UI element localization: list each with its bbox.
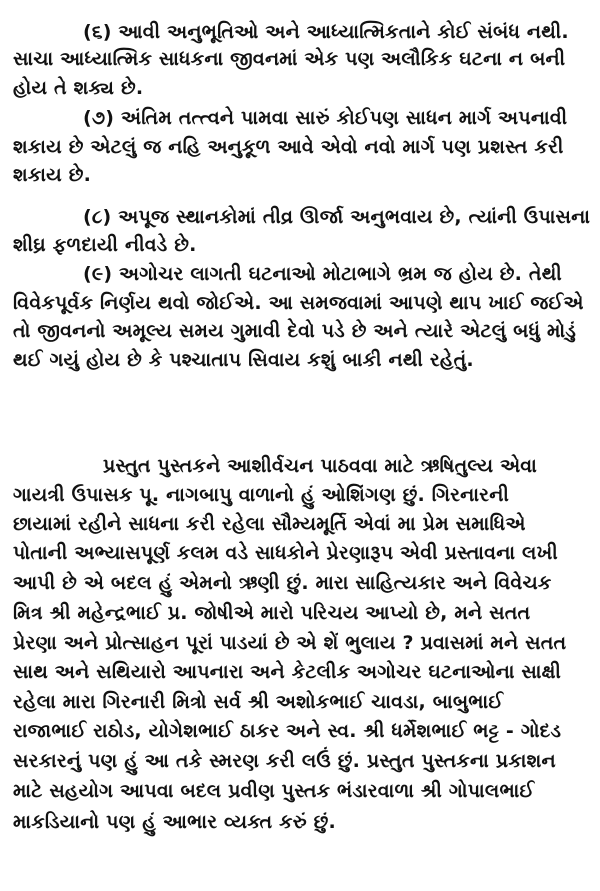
ack-line-3: છાયામાં રહીને સાધના કરી રહેલા સૌમ્યમૂર્તિ એવાં મા પ્રેમ સમાધિએ	[13, 513, 526, 535]
item6-line-1: (૬) આવી અનુભૂતિઓ અને આધ્યાત્મિકતાને કોઈ સંબંધ નથી.	[83, 21, 569, 43]
ack-line-6: મિત્ર શ્રી મહેન્દ્રભાઈ પ્ર. જોષીએ મારો પરિચય આપ્યો છે, મને સતત	[13, 602, 531, 624]
item7-line-2: શકાય છે એટલું જ નહિ અનુકૂળ આવે એવો નવો માર્ગ પણ પ્રશસ્ત કરી	[13, 136, 564, 158]
ack-line-10: રાજાભાઈ રાઠોડ, યોગેશભાઈ ઠાકર અને સ્વ. શ્રી ધર્મેશભાઈ ભટ્ટ - ગોદડ	[13, 720, 562, 742]
ack-line-2: ગાયત્રી ઉપાસક પૂ. નાગબાપુ વાળાનો હું ઓશિંગણ છું. ગિરનારની	[13, 484, 509, 506]
ack-line-8: સાથ અને સથિયારો આપનારા અને કેટલીક અગોચર ઘટનાઓના સાક્ષી	[13, 661, 562, 683]
item8-line-1: (૮) અપૂજ સ્થાનકોમાં તીવ્ર ઊર્જા અનુભવાય છે, ત્યાંની ઉપાસના	[83, 206, 591, 228]
item7-line-3: શકાય છે.	[13, 164, 91, 186]
item9-line-2: વિવેકપૂર્વક નિર્ણય થવો જોઈએ. આ સમજવામાં આપણે થાપ ખાઈ જઈએ	[13, 292, 584, 314]
item8-line-2: શીઘ્ર ફળદાયી નીવડે છે.	[13, 234, 197, 256]
ack-line-9: રહેલા મારા ગિરનારી મિત્રો સર્વ શ્રી અશોકભાઈ ચાવડા, બાબુભાઈ	[13, 691, 504, 713]
ack-line-1: પ્રસ્તુત પુસ્તકને આશીર્વચન પાઠવવા માટે ઋષિતુલ્ય એવા	[103, 455, 538, 477]
ack-line-5: આપી છે એ બદલ હું એમનો ઋણી છું. મારા સાહિત્યકાર અને વિવેચક	[13, 572, 552, 594]
ack-line-13: માકડિયાનો પણ હું આભાર વ્યક્ત કરું છું.	[13, 811, 336, 833]
item9-line-4: થઈ ગયું હોય છે કે પશ્ચાતાપ સિવાય કશું બાકી નથી રહેતું.	[13, 349, 474, 371]
ack-line-11: સરકારનું પણ હું આ તકે સ્મરણ કરી લઉં છું. પ્રસ્તુત પુસ્તકના પ્રકાશન	[13, 750, 556, 772]
item9-line-1: (૯) અગોચર લાગતી ઘટનાઓ મોટાભાગે ભ્રમ જ હોય છે. તેથી	[83, 263, 562, 285]
ack-line-4: પોતાની અભ્યાસપૂર્ણ કલમ વડે સાધકોને પ્રેરણારૂપ એવી પ્રસ્તાવના લખી	[13, 542, 558, 564]
ack-line-7: પ્રેરણા અને પ્રોત્સાહન પૂરાં પાડયાં છે એ શેં ભુલાય ? પ્રવાસમાં મને સતત	[13, 632, 567, 654]
item9-line-3: તો જીવનનો અમૂલ્ય સમય ગુમાવી દેવો પડે છે અને ત્યારે એટલું બધું મોડું	[13, 320, 576, 342]
item6-line-3: હોય તે શક્ય છે.	[13, 77, 144, 99]
item6-line-2: સાચા આધ્યાત્મિક સાધકના જીવનમાં એક પણ અલૌકિક ઘટના ન બની	[13, 48, 566, 70]
ack-line-12: માટે સહયોગ આપવા બદલ પ્રવીણ પુસ્તક ભંડારવાળા શ્રી ગોપાલભાઈ	[13, 780, 535, 802]
item7-line-1: (૭) અંતિમ તત્ત્વને પામવા સારું કોઈપણ સાધન માર્ગ અપનાવી	[83, 107, 568, 129]
